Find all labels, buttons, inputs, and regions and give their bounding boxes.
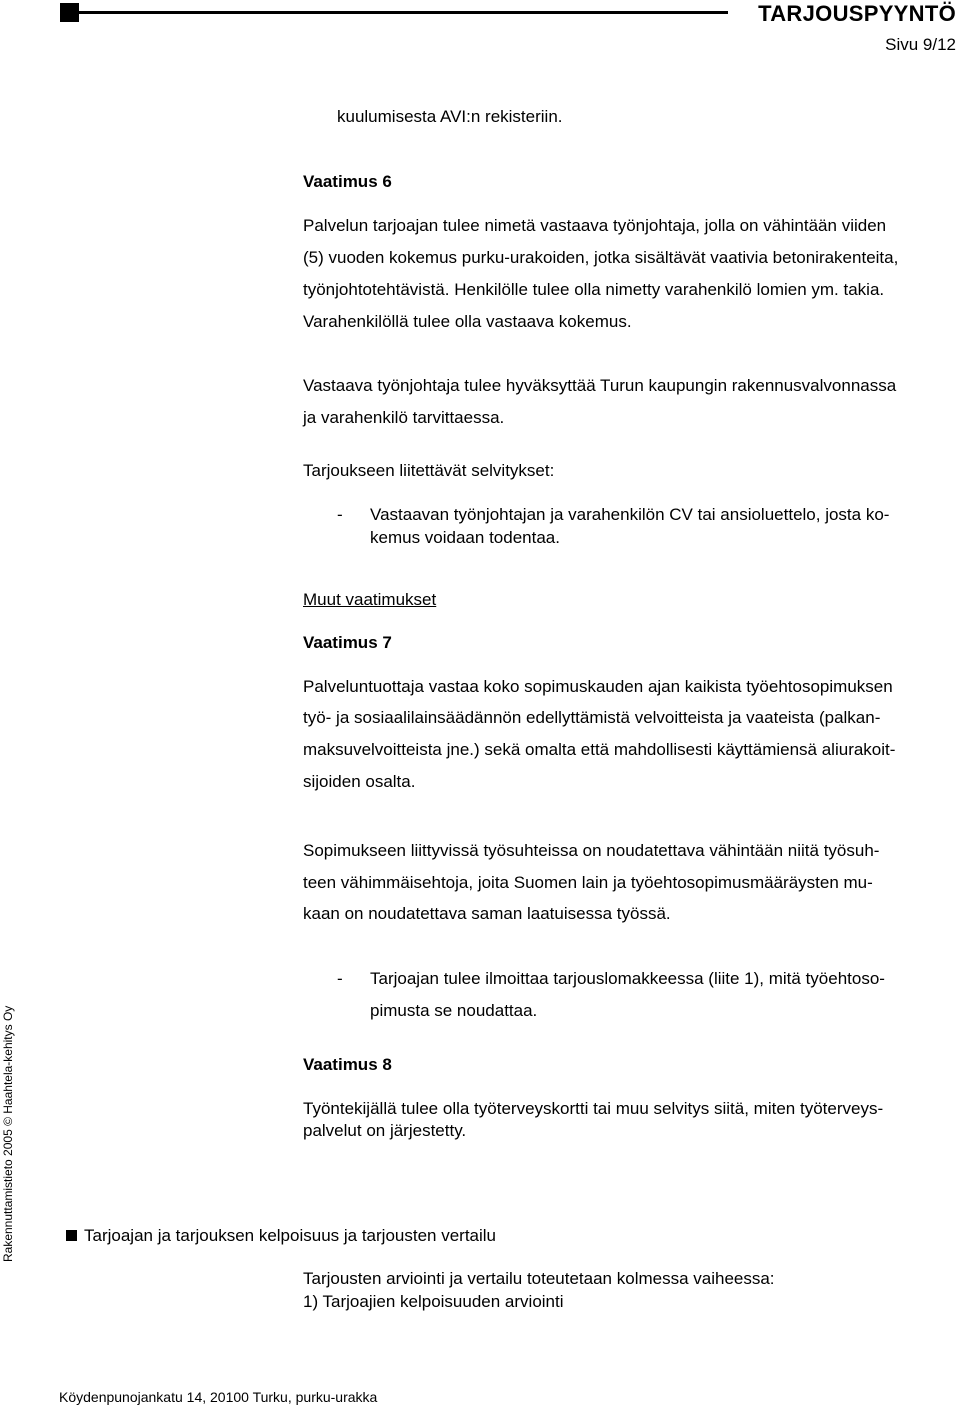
header-rule: [79, 11, 728, 14]
text-line: palvelut on järjestetty.: [303, 1121, 467, 1140]
text-line: ja varahenkilö tarvittaessa.: [303, 408, 505, 427]
text-line: teen vähimmäisehtoja, joita Suomen lain ja työehtosopimusmääräysten mu-: [303, 873, 873, 892]
list-item-text: pimusta se noudattaa.: [370, 1001, 538, 1020]
list-item-text: Vastaavan työnjohtajan ja varahenkilön CV tai ansioluettelo, josta ko-: [370, 505, 890, 524]
header-square-mark: [60, 3, 79, 22]
section-heading: Tarjoajan ja tarjouksen kelpoisuus ja tarjousten vertailu: [84, 1226, 497, 1245]
list-item-text: Tarjoajan tulee ilmoittaa tarjouslomakkeessa (liite 1), mitä työehtoso-: [370, 969, 885, 988]
text-line: Tarjousten arviointi ja vertailu toteutetaan kolmessa vaiheessa:: [303, 1269, 775, 1288]
list-item-text: kemus voidaan todentaa.: [370, 528, 560, 547]
page-number: Sivu 9/12: [885, 35, 956, 54]
footer-address: Köydenpunojankatu 14, 20100 Turku, purku-urakka: [59, 1389, 378, 1405]
text-line: sijoiden osalta.: [303, 772, 416, 791]
list-dash: -: [337, 505, 343, 524]
text-line: työ- ja sosiaalilainsäädännön edellyttämistä velvoitteista ja vaateista (palkan-: [303, 708, 881, 727]
text-line: kaan on noudatettava saman laatuisessa työssä.: [303, 904, 671, 923]
text-line: Varahenkilöllä tulee olla vastaava kokemus.: [303, 312, 632, 331]
document-title: TARJOUSPYYNTÖ: [758, 1, 956, 26]
text-line: Vastaava työnjohtaja tulee hyväksyttää Turun kaupungin rakennusvalvonnassa: [303, 376, 897, 395]
text-line: kuulumisesta AVI:n rekisteriin.: [337, 107, 563, 126]
text-line: työnjohtotehtävistä. Henkilölle tulee olla nimetty varahenkilö lomien ym. takia.: [303, 280, 885, 299]
heading-vaatimus-8: Vaatimus 8: [303, 1055, 392, 1074]
text-line: Sopimukseen liittyvissä työsuhteissa on noudatettava vähintään niitä työsuh-: [303, 841, 880, 860]
text-line: Työntekijällä tulee olla työterveyskortti tai muu selvitys siitä, miten työterveys-: [303, 1099, 884, 1118]
list-dash: -: [337, 969, 343, 988]
heading-vaatimus-7: Vaatimus 7: [303, 633, 392, 652]
text-line: Palvelun tarjoajan tulee nimetä vastaava työnjohtaja, jolla on vähintään viiden: [303, 216, 887, 235]
subheading-muut-vaatimukset: Muut vaatimukset: [303, 590, 437, 609]
text-line: 1) Tarjoajien kelpoisuuden arviointi: [303, 1292, 564, 1311]
text-line: Palveluntuottaja vastaa koko sopimuskauden ajan kaikista työehtosopimuksen: [303, 677, 893, 696]
text-line: Tarjoukseen liitettävät selvitykset:: [303, 461, 555, 480]
section-bullet-icon: [66, 1230, 77, 1241]
heading-vaatimus-6: Vaatimus 6: [303, 172, 392, 191]
text-line: (5) vuoden kokemus purku-urakoiden, jotka sisältävät vaativia betonirakenteita,: [303, 248, 899, 267]
copyright-side-text: Rakennuttamistieto 2005 © Haahtela-kehitys Oy: [1, 1005, 15, 1262]
text-line: maksuvelvoitteista jne.) sekä omalta että mahdollisesti käyttämiensä aliurakoit-: [303, 740, 896, 759]
